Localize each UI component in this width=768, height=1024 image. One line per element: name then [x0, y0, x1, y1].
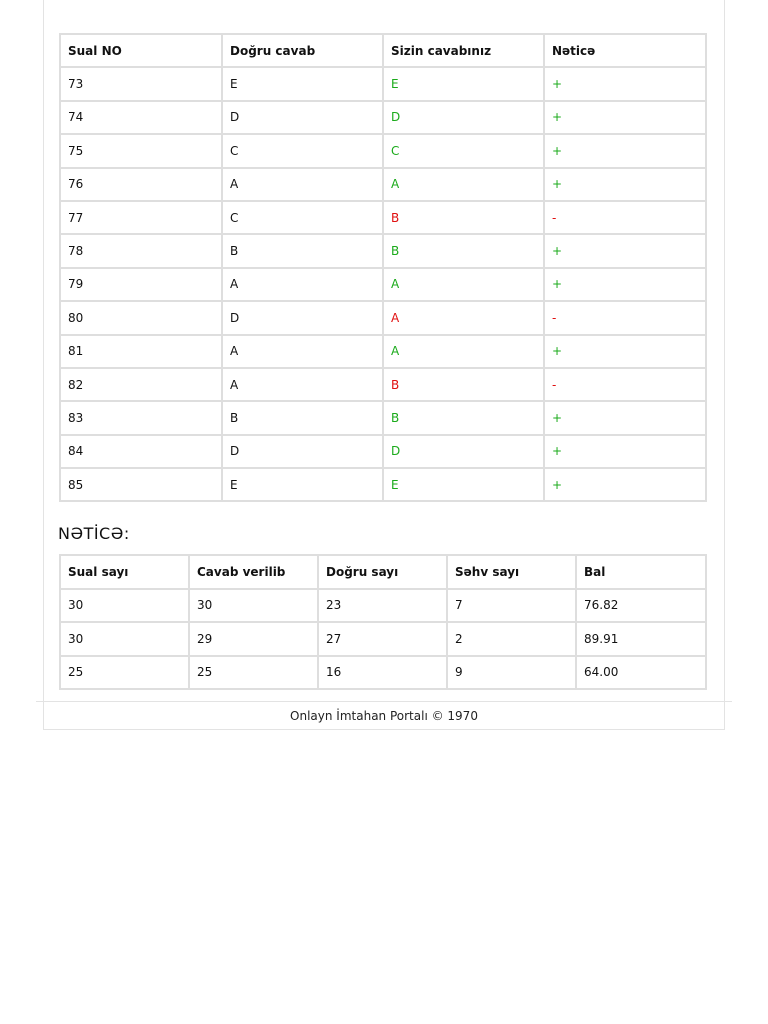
result-cell: + — [544, 268, 706, 301]
question-no-cell: 85 — [60, 468, 222, 501]
question-no-cell: 83 — [60, 401, 222, 434]
your-answer-cell: B — [383, 401, 544, 434]
answers-table — [59, 33, 707, 502]
table-row — [60, 301, 706, 334]
header-your-answer: Sizin cavabınız — [383, 34, 544, 67]
correct-answer-cell: A — [222, 335, 383, 368]
your-answer-cell: D — [383, 101, 544, 134]
your-answer-cell: B — [383, 234, 544, 267]
wrong-count-cell: 9 — [447, 656, 576, 690]
your-answer-cell: A — [383, 268, 544, 301]
header-correct-count: Doğru sayı — [318, 555, 447, 589]
header-correct-answer: Doğru cavab — [222, 34, 383, 67]
correct-answer-cell: B — [222, 234, 383, 267]
table-row — [60, 589, 706, 623]
question-no-cell: 84 — [60, 435, 222, 468]
table-row — [60, 368, 706, 401]
answered-cell: 30 — [189, 589, 318, 623]
result-cell: + — [544, 168, 706, 201]
question-no-cell: 76 — [60, 168, 222, 201]
your-answer-cell: B — [383, 368, 544, 401]
answers-header-row — [60, 34, 706, 67]
your-answer-cell: A — [383, 168, 544, 201]
correct-answer-cell: E — [222, 67, 383, 100]
table-row — [60, 401, 706, 434]
correct-answer-cell: A — [222, 268, 383, 301]
footer-copyright: Onlayn İmtahan Portalı © 1970 — [290, 709, 478, 723]
correct-answer-cell: D — [222, 301, 383, 334]
result-cell: - — [544, 301, 706, 334]
correct-answer-cell: C — [222, 134, 383, 167]
table-row — [60, 656, 706, 690]
question-no-cell: 80 — [60, 301, 222, 334]
result-cell: + — [544, 335, 706, 368]
table-row — [60, 435, 706, 468]
score-cell: 89.91 — [576, 622, 706, 656]
question-count-cell: 30 — [60, 622, 189, 656]
result-cell: - — [544, 201, 706, 234]
result-cell: + — [544, 134, 706, 167]
correct-count-cell: 16 — [318, 656, 447, 690]
question-no-cell: 74 — [60, 101, 222, 134]
table-row — [60, 201, 706, 234]
result-heading: NƏTİCƏ: — [58, 524, 130, 543]
result-cell: + — [544, 67, 706, 100]
your-answer-cell: E — [383, 67, 544, 100]
question-no-cell: 79 — [60, 268, 222, 301]
table-row — [60, 234, 706, 267]
wrong-count-cell: 7 — [447, 589, 576, 623]
wrong-count-cell: 2 — [447, 622, 576, 656]
table-row — [60, 622, 706, 656]
correct-answer-cell: D — [222, 101, 383, 134]
correct-answer-cell: A — [222, 168, 383, 201]
question-no-cell: 82 — [60, 368, 222, 401]
question-no-cell: 78 — [60, 234, 222, 267]
result-cell: + — [544, 234, 706, 267]
correct-count-cell: 27 — [318, 622, 447, 656]
question-count-cell: 25 — [60, 656, 189, 690]
answered-cell: 25 — [189, 656, 318, 690]
your-answer-cell: E — [383, 468, 544, 501]
your-answer-cell: D — [383, 435, 544, 468]
footer-divider — [36, 701, 732, 702]
question-count-cell: 30 — [60, 589, 189, 623]
correct-answer-cell: B — [222, 401, 383, 434]
table-row — [60, 134, 706, 167]
table-row — [60, 268, 706, 301]
score-cell: 64.00 — [576, 656, 706, 690]
correct-answer-cell: A — [222, 368, 383, 401]
result-cell: + — [544, 468, 706, 501]
table-row — [60, 468, 706, 501]
summary-table — [59, 554, 707, 690]
table-row — [60, 67, 706, 100]
header-result: Nəticə — [544, 34, 706, 67]
header-question-no: Sual NO — [60, 34, 222, 67]
header-answered: Cavab verilib — [189, 555, 318, 589]
header-score: Bal — [576, 555, 706, 589]
question-no-cell: 75 — [60, 134, 222, 167]
result-cell: + — [544, 101, 706, 134]
result-cell: + — [544, 401, 706, 434]
answered-cell: 29 — [189, 622, 318, 656]
table-row — [60, 335, 706, 368]
correct-answer-cell: E — [222, 468, 383, 501]
correct-answer-cell: D — [222, 435, 383, 468]
question-no-cell: 81 — [60, 335, 222, 368]
correct-count-cell: 23 — [318, 589, 447, 623]
header-wrong-count: Səhv sayı — [447, 555, 576, 589]
your-answer-cell: C — [383, 134, 544, 167]
header-question-count: Sual sayı — [60, 555, 189, 589]
your-answer-cell: A — [383, 335, 544, 368]
question-no-cell: 73 — [60, 67, 222, 100]
score-cell: 76.82 — [576, 589, 706, 623]
result-cell: - — [544, 368, 706, 401]
correct-answer-cell: C — [222, 201, 383, 234]
table-row — [60, 168, 706, 201]
question-no-cell: 77 — [60, 201, 222, 234]
your-answer-cell: A — [383, 301, 544, 334]
table-row — [60, 101, 706, 134]
result-cell: + — [544, 435, 706, 468]
your-answer-cell: B — [383, 201, 544, 234]
summary-header-row — [60, 555, 706, 589]
